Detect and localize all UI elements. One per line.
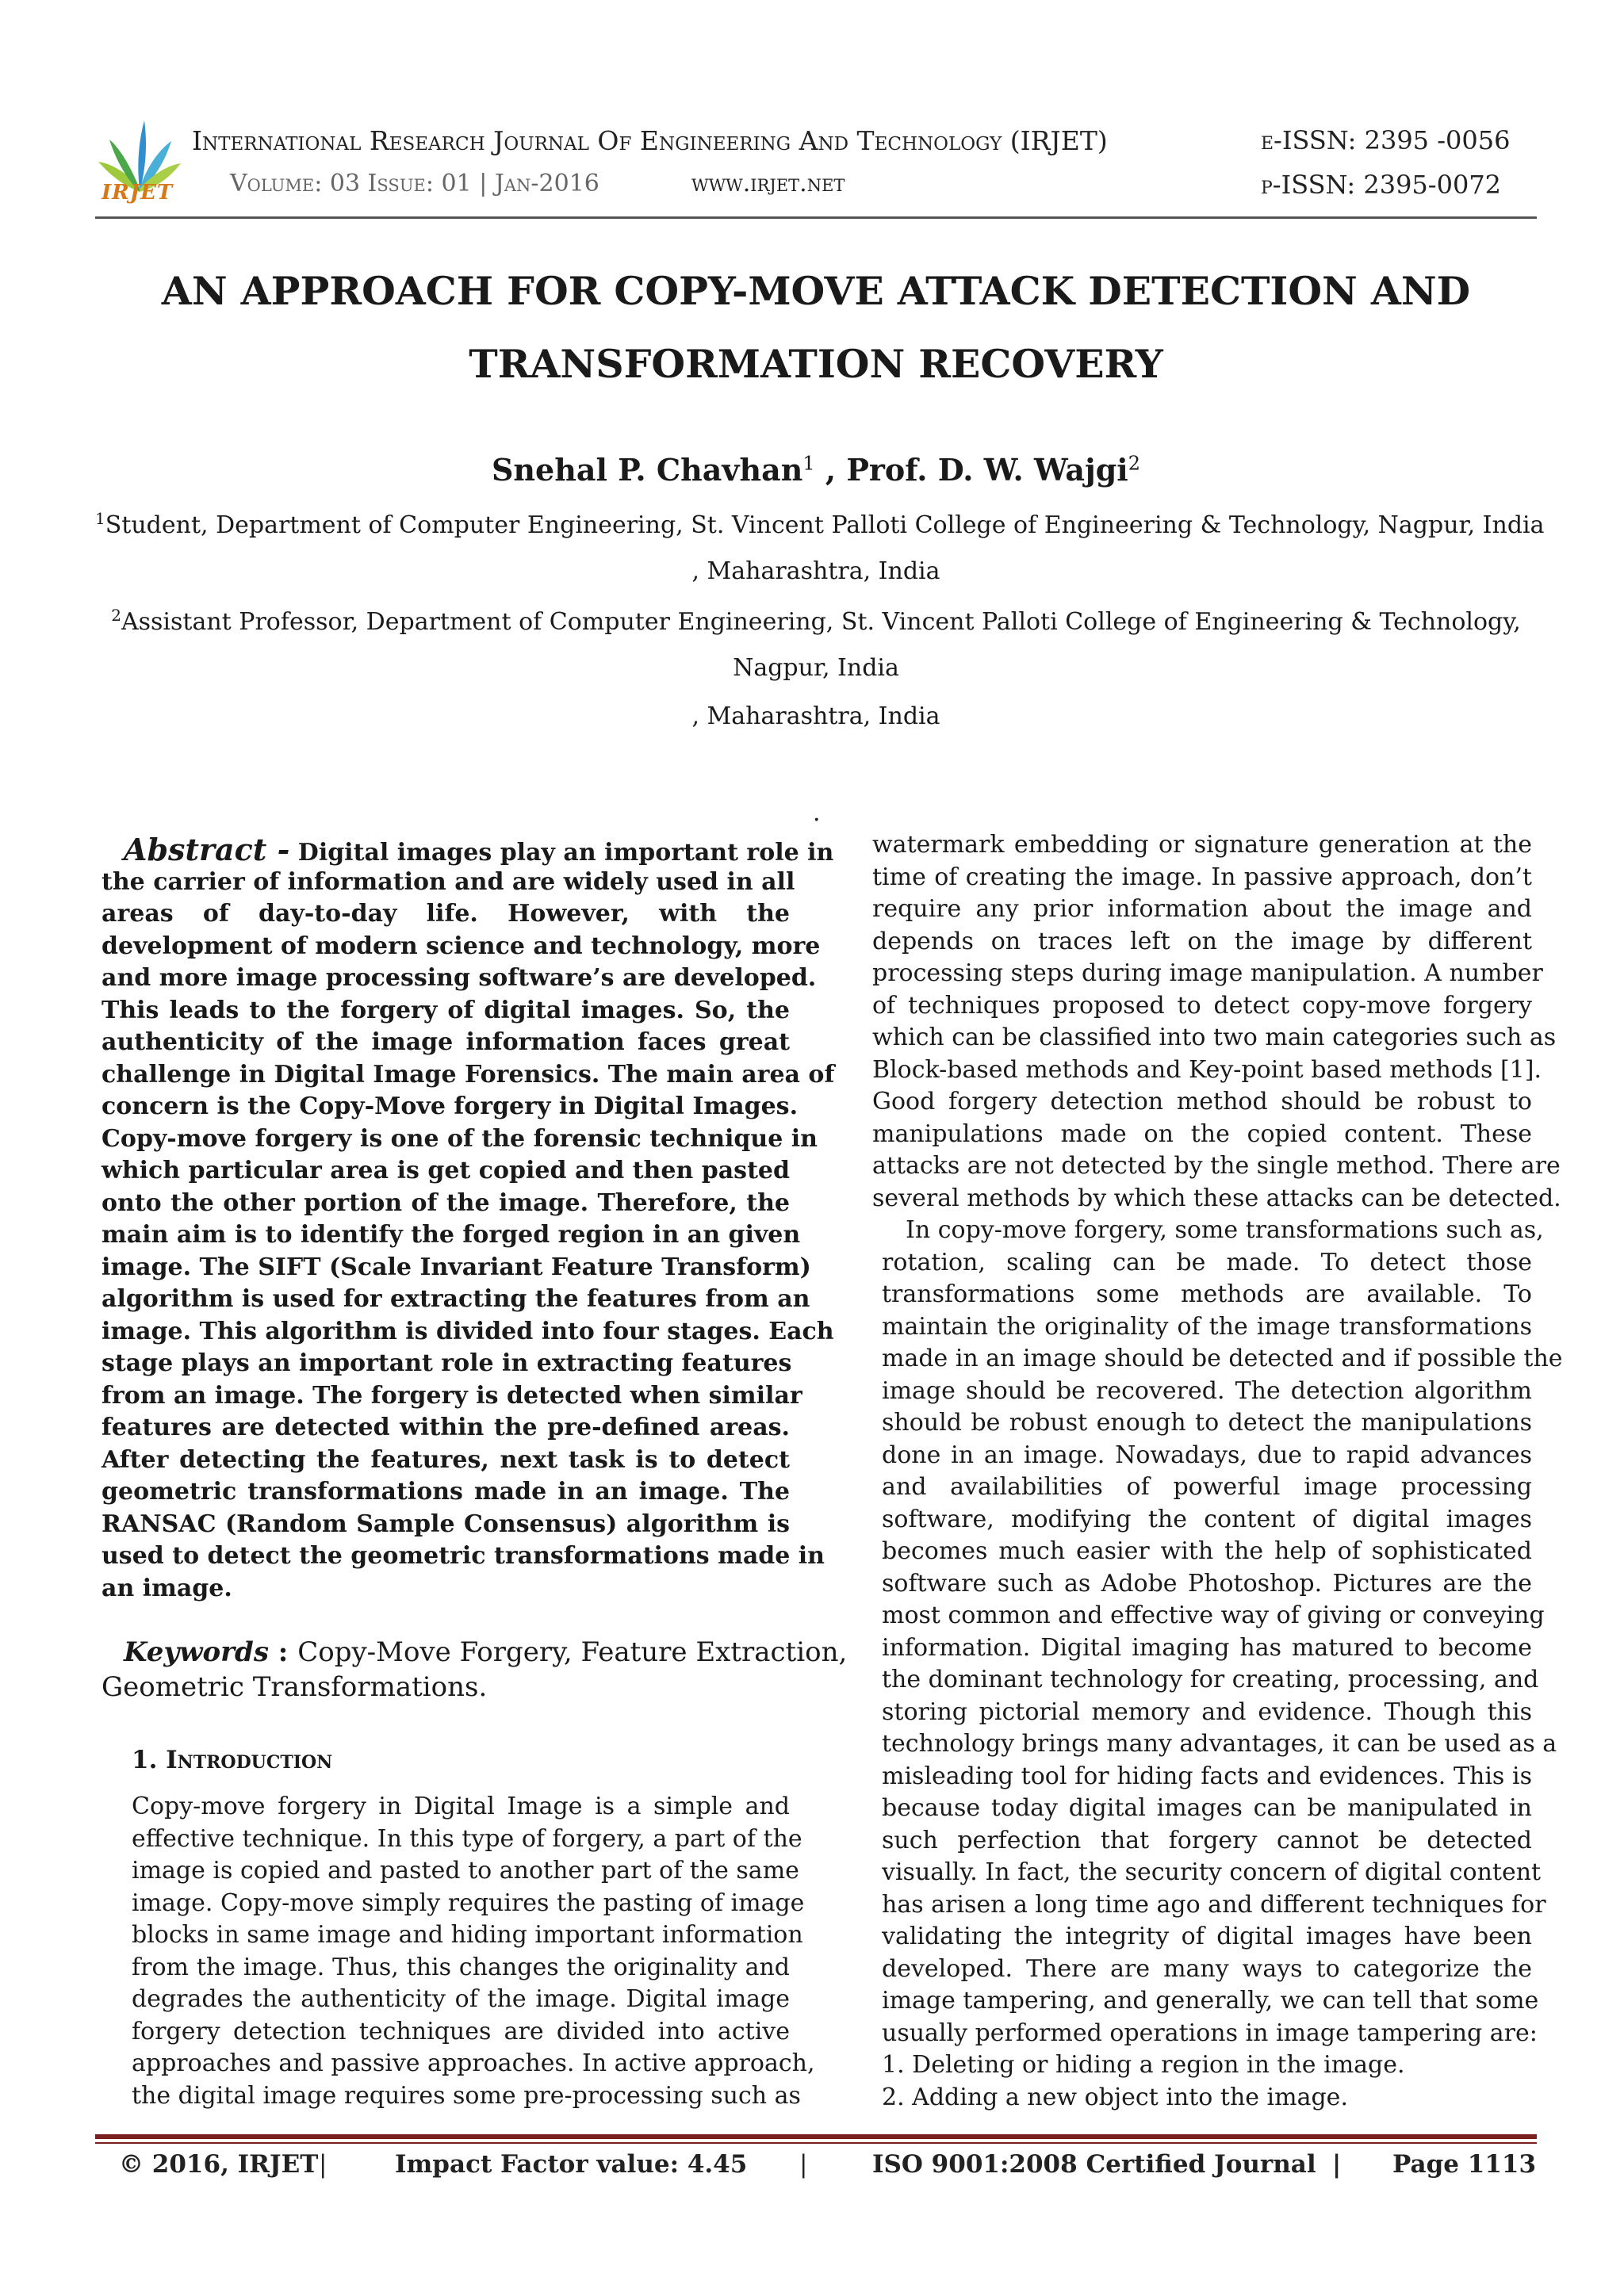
right-line: image tampering, and generally, we can tell that some	[882, 1987, 1539, 2015]
abstract-block	[102, 832, 835, 1605]
footer-impact-factor: Impact Factor value: 4.45	[395, 2150, 748, 2179]
abstract-line	[102, 832, 834, 867]
right-line: most common and effective way of giving or conveying	[882, 1601, 1545, 1629]
keywords-line-2: Geometric Transformations.	[102, 1671, 488, 1703]
affiliation-2	[95, 606, 1537, 636]
list-item-1: 1. Deleting or hiding a region in the image.	[882, 2051, 1405, 2079]
right-column-para-2	[882, 1215, 1563, 2114]
author-2: Prof. D. W. Wajgi	[846, 452, 1128, 488]
affiliation-2-sup: 2	[111, 606, 121, 625]
footer-separator: |	[1332, 2150, 1342, 2179]
right-line: has arisen a long time ago and different techniques for	[882, 1890, 1546, 1919]
header-rule	[95, 216, 1537, 219]
right-line: image should be recovered. The detection algorithm	[882, 1376, 1532, 1405]
abstract-line: challenge in Digital Image Forensics. The main area of	[102, 1060, 835, 1089]
abstract-line: image. This algorithm is divided into four stages. Each	[102, 1317, 834, 1345]
right-line: because today digital images can be manipulated in	[882, 1794, 1532, 1822]
right-line: maintain the originality of the image transformations	[882, 1312, 1532, 1341]
right-line: Good forgery detection method should be robust to	[872, 1088, 1532, 1115]
right-line: developed. There are many ways to categorize the	[882, 1954, 1532, 1983]
volume-issue: Volume: 03 Issue: 01 | Jan-2016	[230, 170, 599, 197]
logo-wordmark: IRJET	[102, 181, 174, 205]
right-line: validating the integrity of digital images have been	[882, 1923, 1532, 1950]
abstract-line: algorithm is used for extracting the features from an	[102, 1285, 810, 1313]
right-line: information. Digital imaging has matured to become	[882, 1633, 1532, 1662]
affiliation-1-line-1: Student, Department of Computer Engineering, St. Vincent Palloti College of Engineering & Technology, Nagpur, India	[105, 511, 1545, 539]
e-issn: e-ISSN: 2395 -0056	[1261, 125, 1511, 155]
right-line: of techniques proposed to detect copy-move forgery	[872, 991, 1532, 1020]
affiliation-2-line-2: Nagpur, India	[733, 654, 899, 682]
introduction-title: Introduction	[166, 1746, 333, 1774]
footer-separator: |	[319, 2150, 327, 2179]
right-line: usually performed operations in image tampering are:	[882, 2019, 1538, 2047]
intro-line: effective technique. In this type of forgery, a part of the	[132, 1824, 802, 1853]
paper-title-line-2: TRANSFORMATION RECOVERY	[469, 341, 1163, 387]
right-line: becomes much easier with the help of sophisticated	[882, 1537, 1532, 1565]
abstract-line: This leads to the forgery of digital images. So, the	[102, 996, 790, 1024]
right-line: manipulations made on the copied content. These	[872, 1119, 1532, 1148]
right-line: misleading tool for hiding facts and evidences. This is	[882, 1762, 1532, 1790]
author-1: Snehal P. Chavhan	[491, 452, 803, 488]
abstract-line: and more image processing software’s are developed.	[102, 964, 817, 992]
abstract-line: the carrier of information and are widely used in all	[102, 867, 795, 896]
abstract-line: geometric transformations made in an image. The	[102, 1478, 790, 1506]
abstract-line: development of modern science and technology, more	[102, 932, 821, 960]
abstract-line: features are detected within the pre-defined areas.	[102, 1414, 790, 1441]
intro-line: Copy-move forgery in Digital Image is a simple and	[132, 1793, 790, 1820]
abstract-line: used to detect the geometric transformations made in	[102, 1542, 825, 1570]
right-line: storing pictorial memory and evidence. Though this	[882, 1697, 1532, 1726]
footer-iso: ISO 9001:2008 Certified Journal	[872, 2150, 1316, 2179]
abstract-line: image. The SIFT (Scale Invariant Feature Transform)	[102, 1253, 811, 1281]
abstract-line: which particular area is get copied and then pasted	[102, 1157, 790, 1184]
intro-line: approaches and passive approaches. In active approach,	[132, 2049, 815, 2077]
footer-page-number: Page 1113	[1392, 2150, 1537, 2179]
right-line: software, modifying the content of digital images	[882, 1505, 1532, 1533]
p-issn: p-ISSN: 2395-0072	[1261, 170, 1502, 200]
right-line: several methods by which these attacks can be detected.	[872, 1184, 1561, 1212]
abstract-line-text: Digital images play an important role in	[297, 839, 834, 867]
affiliation-1-line-2: , Maharashtra, India	[691, 557, 940, 585]
affiliation-1-sup: 1	[95, 509, 105, 528]
right-line: made in an image should be detected and if possible the	[882, 1345, 1563, 1372]
right-line: should be robust enough to detect the manipulations	[882, 1409, 1532, 1437]
author-1-sup: 1	[802, 452, 815, 475]
footer-rule-thick	[95, 2134, 1537, 2139]
affiliation-1	[95, 509, 1545, 539]
abstract-line: from an image. The forgery is detected when similar	[102, 1381, 802, 1410]
right-line: such perfection that forgery cannot be detected	[882, 1826, 1532, 1854]
keywords-label: Keywords	[124, 1636, 269, 1668]
right-line: technology brings many advantages, it can be used as a	[882, 1730, 1557, 1758]
right-line: Block-based methods and Key-point based methods [1].	[872, 1055, 1542, 1084]
intro-line: forgery detection techniques are divided into active	[132, 2017, 790, 2045]
paper-title-line-1: AN APPROACH FOR COPY-MOVE ATTACK DETECTION AND	[161, 268, 1471, 314]
right-line: processing steps during image manipulation. A number	[872, 959, 1543, 987]
introduction-number: 1.	[132, 1746, 167, 1774]
right-line: and availabilities of powerful image processing	[882, 1473, 1532, 1501]
keywords-separator: :	[268, 1636, 298, 1668]
list-item-2: 2. Adding a new object into the image.	[882, 2083, 1348, 2111]
abstract-line: areas of day-to-day life. However, with the	[102, 900, 790, 928]
right-line: depends on traces left on the image by different	[872, 927, 1532, 955]
author-2-sup: 2	[1128, 452, 1141, 475]
intro-line: image. Copy-move simply requires the pasting of image	[132, 1888, 805, 1917]
abstract-line: an image.	[102, 1574, 232, 1602]
abstract-line: Copy-move forgery is one of the forensic technique in	[102, 1124, 818, 1153]
abstract-line: stage plays an important role in extracting features	[102, 1349, 792, 1377]
footer-separator: |	[799, 2150, 808, 2179]
right-line: the dominant technology for creating, processing, and	[882, 1666, 1539, 1693]
footer-copyright: © 2016, IRJET	[119, 2150, 319, 2179]
intro-line: image is copied and pasted to another part of the same	[132, 1857, 799, 1885]
abstract-line: authenticity of the image information faces great	[102, 1028, 790, 1056]
keywords-block	[102, 1635, 848, 1705]
intro-line: from the image. Thus, this changes the originality and	[132, 1953, 790, 1981]
introduction-heading	[132, 1746, 332, 1774]
journal-website[interactable]: www.irjet.net	[691, 170, 845, 197]
right-line: attacks are not detected by the single method. There are	[872, 1152, 1561, 1180]
affiliation-2-line-3: , Maharashtra, India	[691, 702, 940, 730]
abstract-line: main aim is to identify the forged region in an given	[102, 1221, 801, 1249]
right-line: transformations some methods are available. To	[882, 1280, 1532, 1308]
right-column-para-1	[872, 829, 1561, 1215]
stray-dot: .	[813, 799, 821, 827]
right-line: software such as Adobe Photoshop. Pictures are the	[882, 1569, 1532, 1598]
keywords-text: Copy-Move Forgery, Feature Extraction,	[297, 1636, 848, 1668]
right-line: rotation, scaling can be made. To detect those	[882, 1248, 1532, 1276]
abstract-line: After detecting the features, next task is to detect	[102, 1445, 790, 1474]
author-list	[95, 452, 1537, 488]
right-line: require any prior information about the image and	[872, 895, 1532, 923]
intro-line: blocks in same image and hiding important information	[132, 1921, 803, 1949]
abstract-line: onto the other portion of the image. Therefore, the	[102, 1188, 790, 1217]
right-line: done in an image. Nowadays, due to rapid advances	[882, 1441, 1532, 1469]
affiliation-2-line-1: Assistant Professor, Department of Computer Engineering, St. Vincent Palloti College of Engineering & Technology,	[121, 608, 1521, 636]
abstract-label: Abstract -	[124, 832, 290, 867]
intro-line: the digital image requires some pre-processing such as	[132, 2081, 801, 2110]
journal-title: International Research Journal Of Engineering And Technology (IRJET)	[192, 125, 1108, 156]
intro-line: degrades the authenticity of the image. Digital image	[132, 1985, 790, 2013]
abstract-line: RANSAC (Random Sample Consensus) algorithm is	[102, 1510, 790, 1538]
right-line: watermark embedding or signature generation at the	[872, 831, 1532, 859]
author-separator: ,	[814, 452, 847, 488]
right-line: visually. In fact, the security concern of digital content	[882, 1858, 1542, 1886]
right-line: which can be classified into two main categories such as	[872, 1024, 1557, 1051]
abstract-line: concern is the Copy-Move forgery in Digital Images.	[102, 1093, 799, 1120]
right-line: In copy-move forgery, some transformations such as,	[906, 1216, 1544, 1244]
keywords-line-1	[102, 1635, 848, 1670]
footer-rule-thin	[95, 2142, 1537, 2144]
right-line: time of creating the image. In passive approach, don’t	[872, 863, 1532, 891]
introduction-body	[132, 1791, 815, 2112]
